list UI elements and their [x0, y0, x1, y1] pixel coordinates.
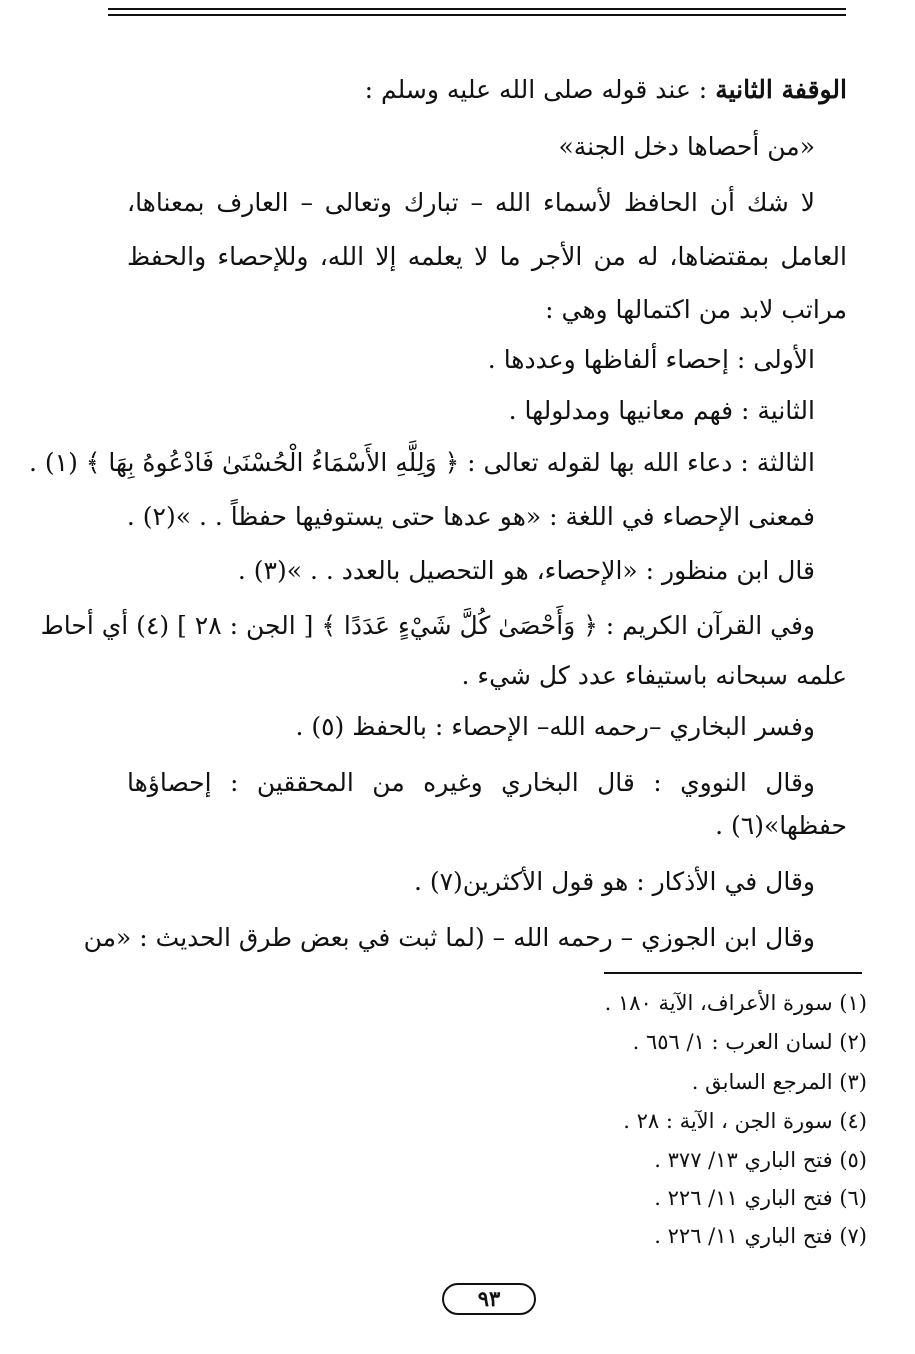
body-line-3: مراتب لابد من اكتمالها وهي : [545, 295, 847, 324]
body-line-14: وقال في الأذكار : هو قول الأكثرين(٧) . [413, 867, 815, 896]
body-line-8: قال ابن منظور : «الإحصاء، هو التحصيل بالعدد . . »(٣) . [237, 556, 815, 585]
body-line-1: لا شك أن الحافظ لأسماء الله – تبارك وتعالى – العارف بمعناها، [127, 188, 815, 217]
section-heading [365, 70, 847, 110]
heading-rest: : عند قوله صلى الله عليه وسلم : [364, 75, 716, 104]
body-line-15: وقال ابن الجوزي – رحمه الله – (لما ثبت في بعض طرق الحديث : «من [83, 923, 815, 952]
body-line-9: وفي القرآن الكريم : ﴿ وَأَحْصَىٰ كُلَّ شَيْءٍ عَدَدًا ﴾ [ الجن : ٢٨ ] (٤) أي أحاط [40, 611, 815, 640]
body-line-13: حفظها»(٦) . [715, 811, 847, 840]
body-line-11: وفسر البخاري –رحمه الله– الإحصاء : بالحفظ (٥) . [295, 712, 815, 741]
footnote-separator [604, 972, 862, 974]
body-line-7: فمعنى الإحصاء في اللغة : «هو عدها حتى يستوفيها حفظاً . . »(٢) . [126, 502, 815, 531]
footnote-1: (١) سورة الأعراف، الآية ١٨٠ . [604, 991, 867, 1015]
body-line-5: الثانية : فهم معانيها ومدلولها . [508, 396, 815, 425]
footnote-7: (٧) فتح الباري ١١/ ٢٢٦ . [654, 1224, 867, 1248]
footnote-3: (٣) المرجع السابق . [691, 1070, 867, 1094]
hadith-quote: «من أحصاها دخل الجنة» [558, 132, 815, 161]
footnote-6: (٦) فتح الباري ١١/ ٢٢٦ . [654, 1186, 867, 1210]
footnote-4: (٤) سورة الجن ، الآية : ٢٨ . [623, 1109, 867, 1133]
body-line-4: الأولى : إحصاء ألفاظها وعددها . [487, 345, 815, 374]
body-line-12: وقال النووي : قال البخاري وغيره من المحققين : إحصاؤها [127, 768, 815, 797]
footnote-5: (٥) فتح الباري ١٣/ ٣٧٧ . [654, 1148, 867, 1172]
header-rule-bottom [108, 14, 846, 16]
body-line-6: الثالثة : دعاء الله بها لقوله تعالى : ﴿ وَلِلَّهِ الأَسْمَاءُ الْحُسْنَىٰ فَادْعُوهُ بِهَا ﴾ (١) . [29, 448, 815, 477]
header-rule-top [108, 8, 846, 10]
body-line-10: علمه سبحانه باستيفاء عدد كل شيء . [461, 661, 847, 690]
body-line-2: العامل بمقتضاها، له من الأجر ما لا يعلمه إلا الله، وللإحصاء والحفظ [127, 242, 847, 271]
footnote-2: (٢) لسان العرب : ١/ ٦٥٦ . [632, 1030, 867, 1054]
heading-label: الوقفة الثانية [715, 75, 847, 104]
page-number: ٩٣ [442, 1283, 536, 1315]
